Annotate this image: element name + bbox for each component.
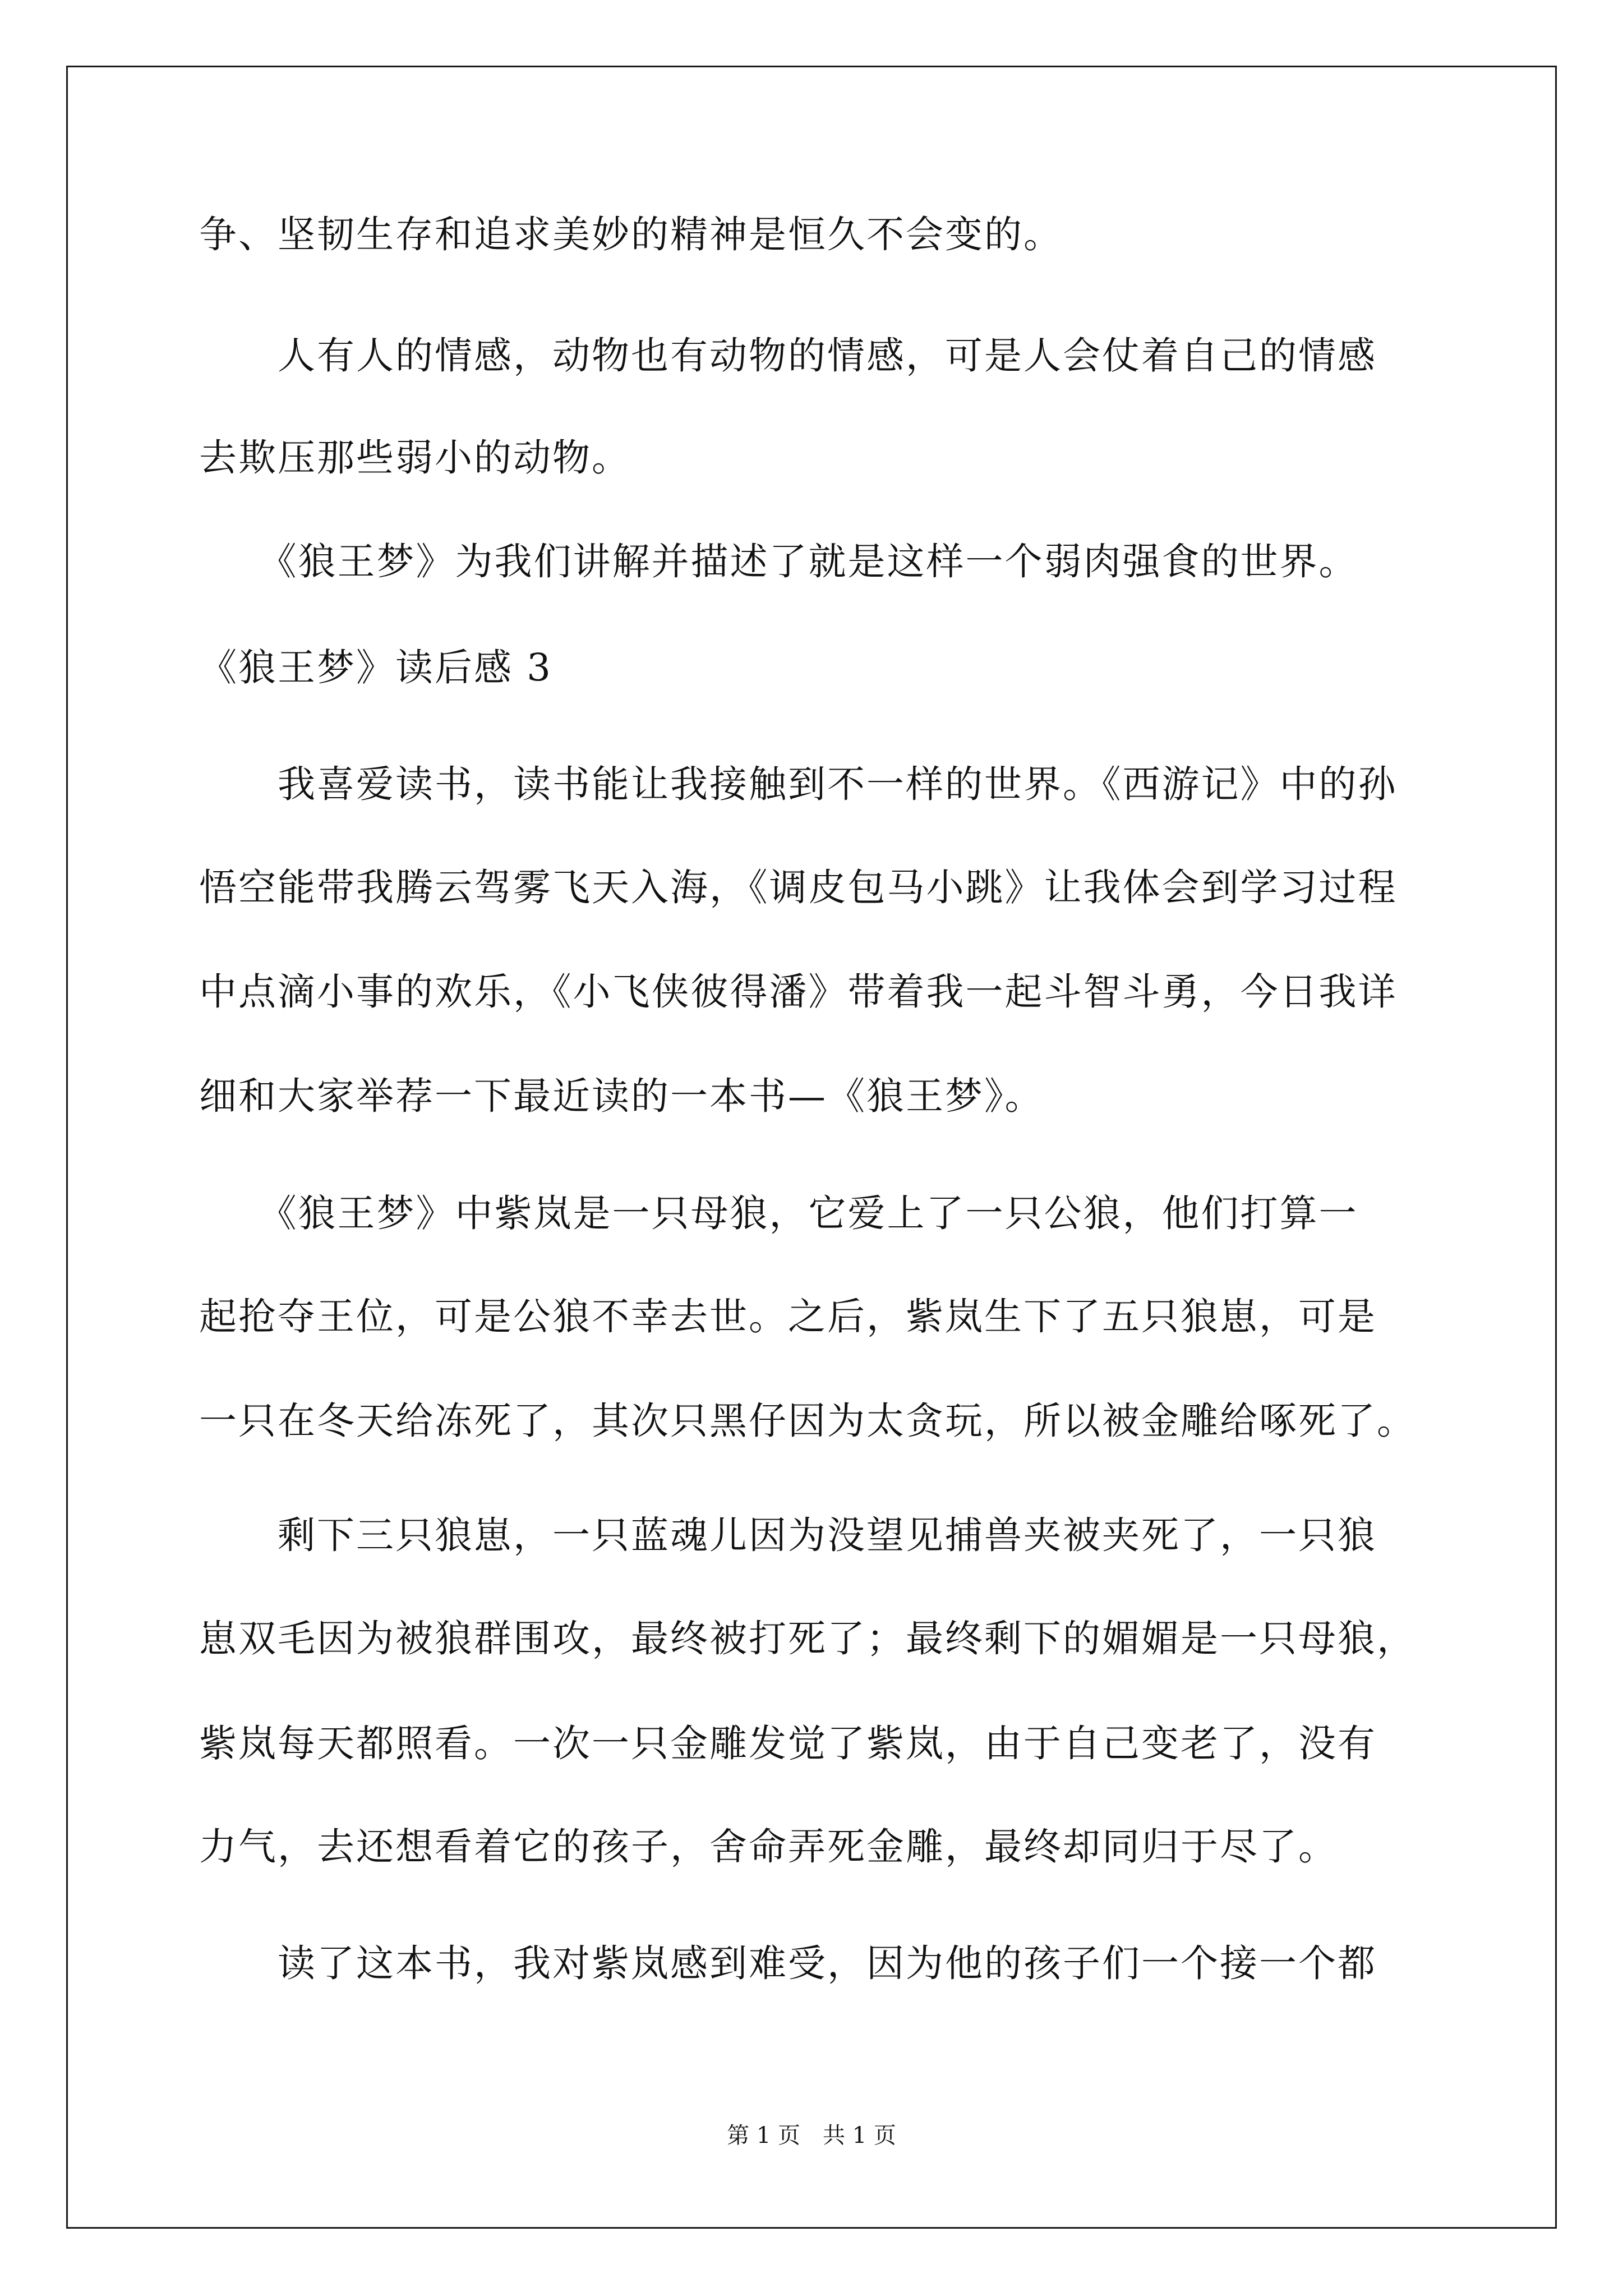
- text-line: 剩下三只狼崽，一只蓝魂儿因为没望见捕兽夹被夹死了，一只狼: [199, 1513, 1377, 1557]
- text-line: 起抢夺王位，可是公狼不幸去世。之后，紫岚生下了五只狼崽，可是: [199, 1295, 1377, 1338]
- text-line: 读了这本书，我对紫岚感到难受，因为他的孩子们一个接一个都: [199, 1941, 1377, 1985]
- text-line: 人有人的情感，动物也有动物的情感，可是人会仗着自己的情感: [199, 334, 1377, 378]
- text-line: 悟空能带我腾云驾雾飞天入海，《调皮包马小跳》让我体会到学习过程: [199, 866, 1398, 909]
- text-line: 我喜爱读书，读书能让我接触到不一样的世界。《西游记》中的孙: [199, 762, 1398, 806]
- page-footer: 第 1 页 共 1 页: [727, 2123, 896, 2148]
- text-line: 紫岚每天都照看。一次一只金雕发觉了紫岚，由于自己变老了，没有: [199, 1722, 1377, 1765]
- text-line: 一只在冬天给冻死了，其次只黑仔因为太贪玩，所以被金雕给啄死了。: [199, 1399, 1416, 1443]
- text-line: 中点滴小事的欢乐，《小飞侠彼得潘》带着我一起斗智斗勇，今日我详: [199, 970, 1398, 1014]
- section-heading: 《狼王梦》读后感 3: [199, 646, 552, 689]
- text-line: 崽双毛因为被狼群围攻，最终被打死了；最终剩下的媚媚是一只母狼，: [199, 1617, 1416, 1660]
- text-line: 《狼王梦》为我们讲解并描述了就是这样一个弱肉强食的世界。: [199, 540, 1358, 583]
- text-line: 细和大家举荐一下最近读的一本书—《狼王梦》。: [199, 1074, 1044, 1118]
- text-line: 去欺压那些弱小的动物。: [199, 436, 631, 480]
- text-line: 《狼王梦》中紫岚是一只母狼，它爱上了一只公狼，他们打算一: [199, 1191, 1358, 1235]
- text-line: 争、坚韧生存和追求美妙的精神是恒久不会变的。: [199, 213, 1063, 256]
- page-border: [66, 66, 1557, 2229]
- text-line: 力气，去还想看着它的孩子，舍命弄死金雕，最终却同归于尽了。: [199, 1825, 1338, 1869]
